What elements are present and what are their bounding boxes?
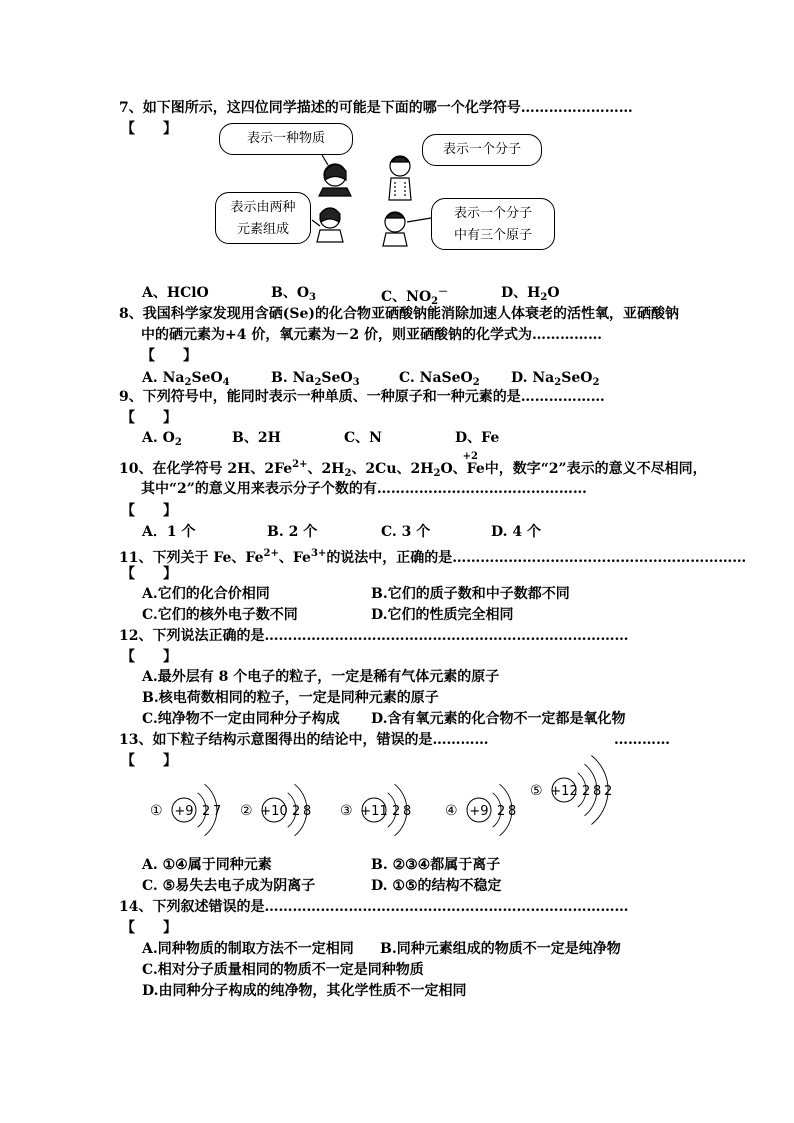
- nucleus-charge: +9: [469, 804, 489, 819]
- students-drawing: [215, 118, 575, 258]
- atom-label: ④: [445, 803, 458, 819]
- q9-option-d: D、Fe: [455, 430, 500, 446]
- q10-stem-line1: 10、在化学符号 2H、$2Fe^{2+}$、$2H_2$、2Cu、$2H_2O$、 +2 Fe中，数字“2”表示的意义不尽相同，: [119, 451, 707, 479]
- q13-option-c: C. ⑤易失去电子成为阴离子: [142, 878, 316, 894]
- student-boy-1-icon: [389, 156, 411, 200]
- atom-diagram-3: [340, 790, 456, 834]
- q12-option-b: B.核电荷数相同的粒子，一定是同种元素的原子: [142, 690, 439, 706]
- bubble-text: 元素组成: [236, 222, 289, 237]
- q14-option-c: C.相对分子质量相同的物质不一定是同种物质: [142, 962, 424, 978]
- q8-stem-line2: 中的硒元素为+4 价，氧元素为－2 价，则亚硒酸钠的化学式为……………: [141, 327, 602, 343]
- nucleus-charge: +10: [260, 804, 288, 819]
- electron-count: 8: [303, 804, 312, 819]
- q7-option-c: C、$NO_2^-$: [381, 287, 449, 307]
- q8-option-b: B. $Na_2SeO_3$: [271, 370, 360, 388]
- electron-count: 7: [213, 804, 222, 819]
- q9-answer-bracket: 【 】: [121, 410, 177, 426]
- q11-option-b: B.它们的质子数和中子数都不同: [371, 586, 570, 602]
- electron-count: 8: [403, 804, 412, 819]
- q8-answer-bracket: 【 】: [141, 348, 197, 364]
- q14-option-a: A.同种物质的制取方法不一定相同: [142, 941, 354, 957]
- q13-answer-bracket: 【 】: [121, 753, 177, 769]
- q11-option-c: C.它们的核外电子数不同: [142, 607, 298, 623]
- q10-option-c: C. 3 个: [381, 524, 431, 540]
- q11-stem: 11、下列关于 Fe、$Fe^{2+}$、$Fe^{3+}$的说法中，正确的是………………………………………………………: [119, 548, 747, 566]
- q12-stem: 12、下列说法正确的是……………………………………………………………………: [119, 628, 629, 644]
- nucleus-charge: +9: [174, 804, 194, 819]
- electron-count: 8: [508, 804, 517, 819]
- q7-option-b: B、$O_3$: [271, 285, 316, 303]
- atom-label: ③: [340, 803, 353, 819]
- bubble-text: 表示由两种: [230, 200, 296, 215]
- q10-option-a: A．1 个: [142, 524, 196, 540]
- q7-option-d: D、$H_2O$: [501, 285, 560, 303]
- q12-option-c: C.纯净物不一定由同种分子构成: [142, 711, 340, 727]
- q9-stem: 9、下列符号中，能同时表示一种单质、一种原子和一种元素的是………………: [119, 389, 605, 405]
- electron-count: 8: [593, 784, 602, 799]
- q9-option-c: C、N: [344, 430, 382, 446]
- q12-option-a: A.最外层有 8 个电子的粒子，一定是稀有气体元素的原子: [142, 669, 500, 685]
- atom-diagram-5: [530, 770, 660, 814]
- q8-option-c: C. NaSeO$_2$: [399, 370, 480, 388]
- nucleus-charge: +12: [550, 784, 578, 799]
- q13-stem: 13、如下粒子结构示意图得出的结论中，错误的是…………: [119, 732, 489, 748]
- bubble-text: 表示一种物质: [246, 131, 325, 146]
- q14-option-b: B.同种元素组成的物质不一定是纯净物: [380, 941, 621, 957]
- electron-count: 2: [202, 804, 211, 819]
- q8-option-a: A. $Na_2SeO_4$: [142, 370, 230, 388]
- q13-option-d: D. ①⑤的结构不稳定: [371, 878, 502, 894]
- atom-label: ②: [240, 803, 253, 819]
- q8-option-d: D. $Na_2SeO_2$: [511, 370, 600, 388]
- q7-stem: 7、如下图所示，这四位同学描述的可能是下面的哪一个化学符号……………………: [119, 100, 633, 116]
- q11-option-d: D.它们的性质完全相同: [371, 607, 514, 623]
- q11-answer-bracket: 【 】: [121, 566, 177, 582]
- q10-option-d: D. 4 个: [491, 524, 542, 540]
- q14-answer-bracket: 【 】: [121, 920, 177, 936]
- q13-option-a: A. ①④属于同种元素: [142, 857, 272, 873]
- electron-count: 2: [392, 804, 401, 819]
- atom-structure-diagrams: [140, 770, 660, 840]
- electron-count: 2: [292, 804, 301, 819]
- q7-illustration: [215, 118, 575, 258]
- q13-stem-dots: …………: [614, 732, 670, 748]
- q13-option-b: B. ②③④都属于离子: [371, 857, 501, 873]
- electron-count: 2: [604, 784, 613, 799]
- bubble-text: 表示一个分子: [453, 206, 532, 221]
- q12-option-d: D.含有氧元素的化合物不一定都是氧化物: [371, 711, 626, 727]
- q12-answer-bracket: 【 】: [121, 649, 177, 665]
- electron-count: 2: [497, 804, 506, 819]
- q8-stem-line1: 8、我国科学家发现用含硒(Se)的化合物亚硒酸钠能消除加速人体衰老的活性氧，亚硒酸钠: [119, 306, 680, 322]
- q7-option-a: A、HClO: [142, 285, 209, 301]
- q7-answer-bracket: 【 】: [121, 121, 177, 137]
- student-girl-1-icon: [319, 155, 351, 196]
- q9-option-a: A. $O_2$: [142, 430, 182, 448]
- q14-option-d: D.由同种分子构成的纯净物，其化学性质不一定相同: [142, 983, 467, 999]
- atom-label: ⑤: [530, 783, 543, 799]
- q10-stem-line2: 其中“2”的意义用来表示分子个数的有………………………………………: [141, 481, 587, 497]
- q10-answer-bracket: 【 】: [121, 503, 177, 519]
- bubble-text: 表示一个分子: [442, 142, 521, 157]
- electron-count: 2: [582, 784, 591, 799]
- atom-label: ①: [150, 803, 163, 819]
- nucleus-charge: +11: [360, 804, 388, 819]
- q11-option-a: A.它们的化合价相同: [142, 586, 270, 602]
- q14-stem: 14、下列叙述错误的是……………………………………………………………………: [119, 899, 629, 915]
- bubble-text: 中有三个原子: [453, 228, 532, 243]
- student-boy-2-icon: [383, 212, 431, 246]
- q10-option-b: B. 2 个: [267, 524, 318, 540]
- q9-option-b: B、2H: [232, 430, 281, 446]
- student-girl-2-icon: [312, 208, 343, 242]
- atom-diagram-2: [240, 790, 356, 834]
